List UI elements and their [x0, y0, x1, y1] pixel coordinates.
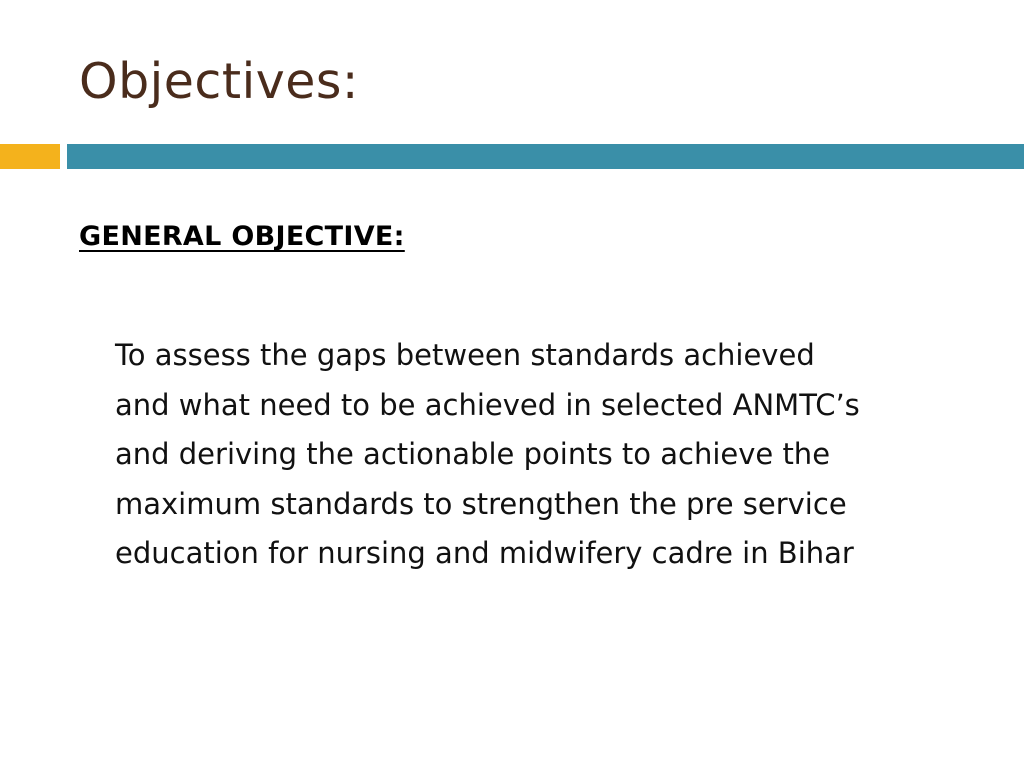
slide-title: Objectives: [79, 53, 359, 110]
section-heading: GENERAL OBJECTIVE: [79, 221, 405, 252]
objective-line: and deriving the actionable points to achieve the [115, 437, 831, 471]
objective-line: To assess the gaps between standards achieved [115, 338, 815, 372]
objective-line: and what need to be achieved in selected ANMTC’s [115, 387, 860, 422]
accent-bar-orange [0, 144, 60, 169]
rule-bar-teal [67, 144, 1024, 169]
objective-paragraph [115, 331, 1005, 579]
objective-line: education for nursing and midwifery cadre in Bihar [115, 536, 854, 570]
objective-line: maximum standards to strengthen the pre service [115, 486, 847, 521]
